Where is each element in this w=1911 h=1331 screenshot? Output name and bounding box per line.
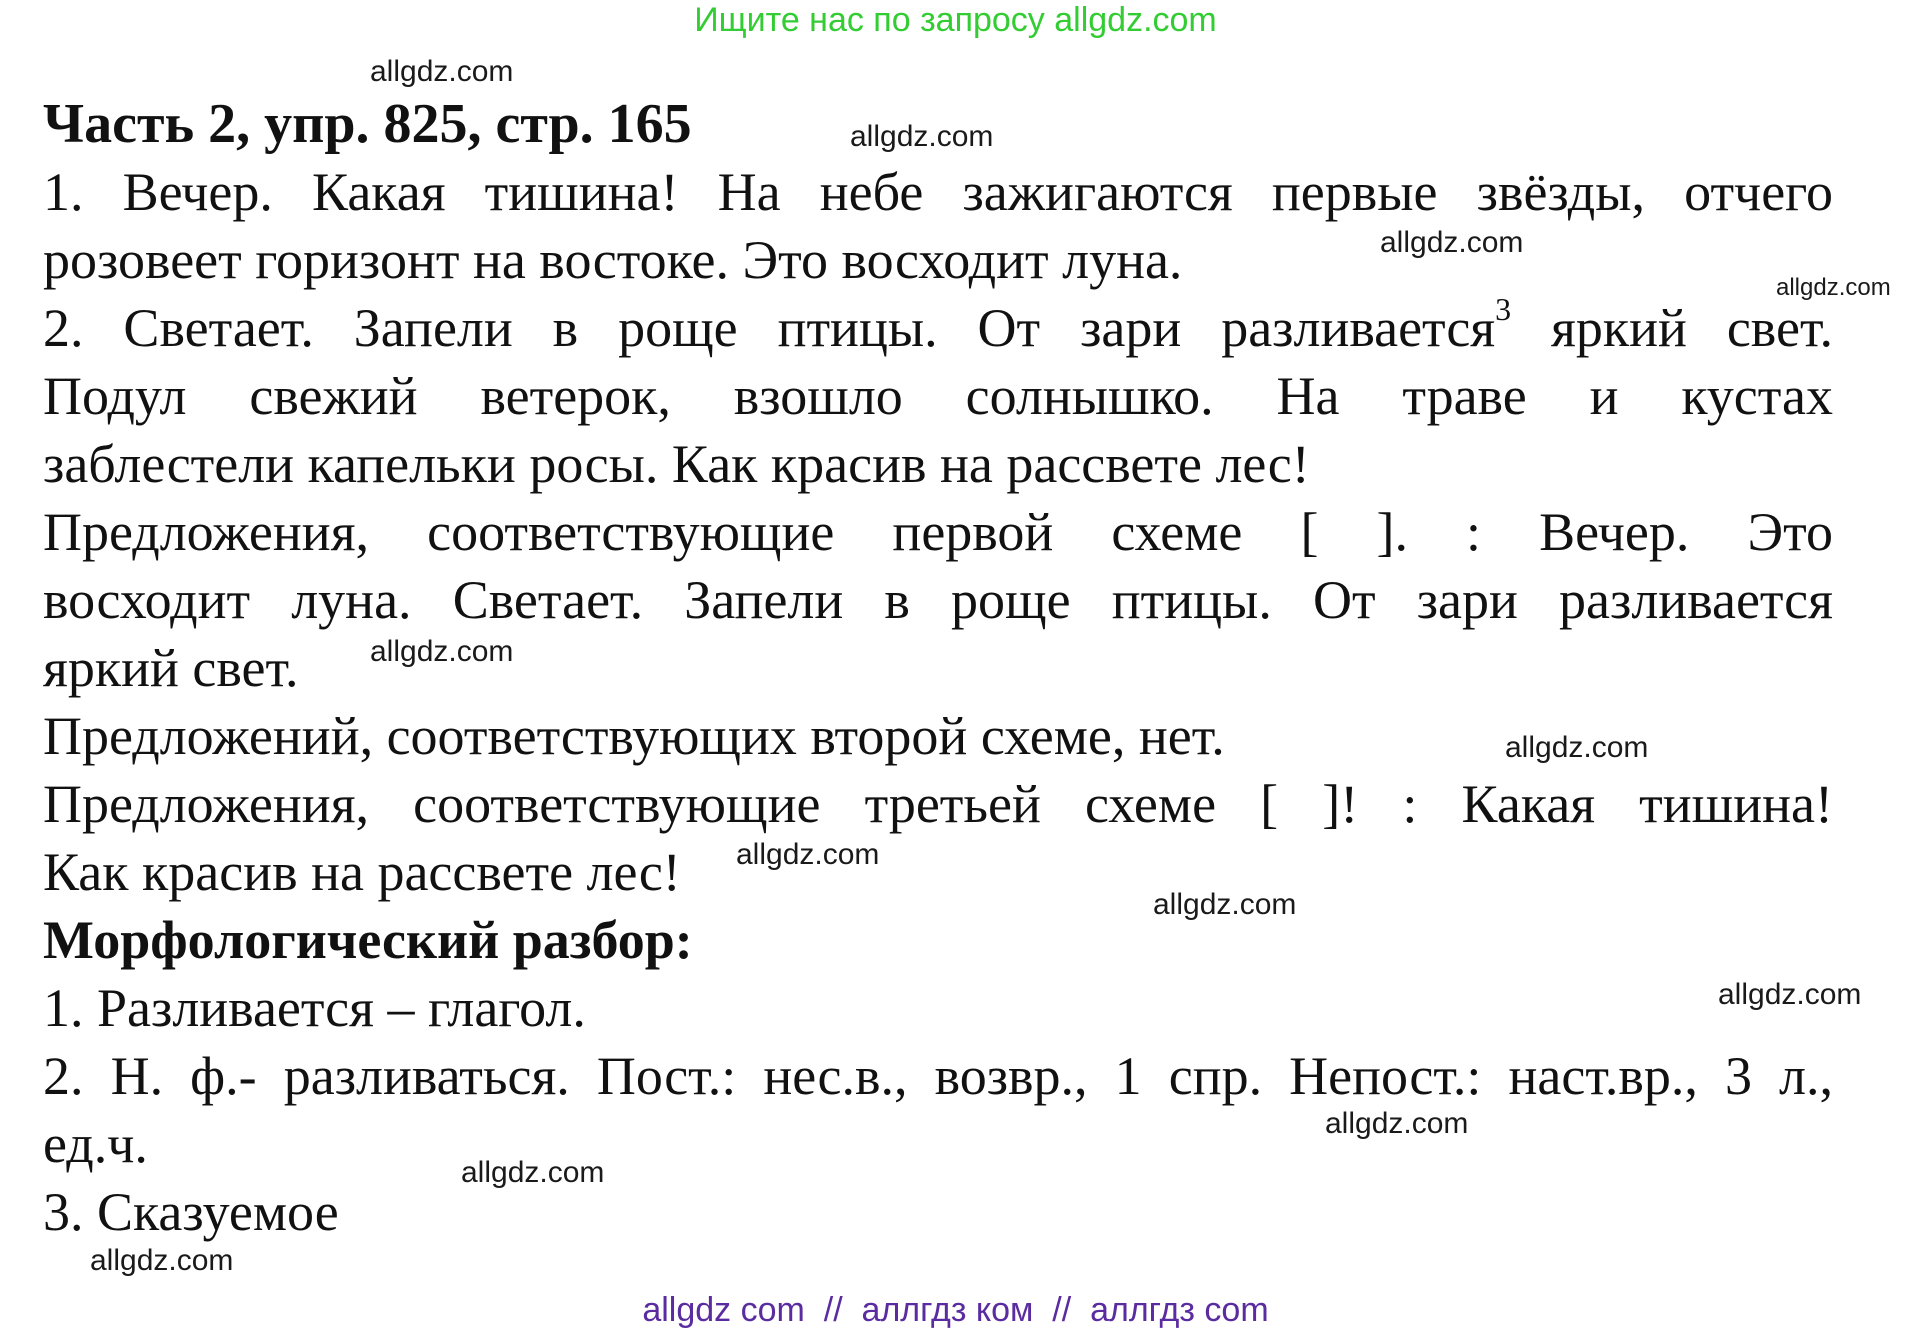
text2-line2: Подул свежий ветерок, взошло солнышко. На траве и кустах [43,366,1833,426]
scheme3-line2: Как красив на рассвете лес! [43,842,681,902]
watermark: allgdz.com [370,55,514,88]
top-banner[interactable]: Ищите нас по запросу allgdz.com [694,1,1217,39]
text2-line3: заблестели капельки росы. Как красив на рассвете лес! [43,434,1310,494]
text1-line1: 1. Вечер. Какая тишина! На небе зажигаются первые звёзды, отчего [43,162,1833,222]
text2-line1-a: 2. Светает. Запели в роще птицы. От зари разливается [43,298,1496,358]
exercise-title: Часть 2, упр. 825, стр. 165 [43,93,692,155]
morph-item-2-line1: 2. Н. ф.- разливаться. Пост.: нес.в., возвр., 1 спр. Непост.: наст.вр., 3 л., [43,1046,1833,1106]
document-body [43,90,1833,1246]
text2-line1 [43,294,1833,362]
scheme3-line1: Предложения, соответствующие третьей схеме [ ]! : Какая тишина! [43,774,1833,834]
scheme1-line1: Предложения, соответствующие первой схеме [ ]. : Вечер. Это [43,502,1833,562]
watermark: allgdz.com [736,838,880,871]
watermark: allgdz.com [1776,274,1891,301]
watermark: allgdz.com [1380,226,1524,259]
morph-item-2-line2: ед.ч. [43,1114,148,1174]
morph-item-3: 3. Сказуемое [43,1182,339,1242]
text2-line1-b: яркий свет. [1511,298,1833,358]
scheme1-line2: восходит луна. Светает. Запели в роще птицы. От зари разливается [43,570,1833,630]
morph-heading: Морфологический разбор: [43,910,693,970]
watermark: allgdz.com [90,1244,234,1277]
watermark: allgdz.com [1718,978,1862,1011]
scheme1-line3: яркий свет. [43,638,299,698]
superscript-mark: 3 [1495,294,1512,327]
scheme2-text: Предложений, соответствующих второй схеме, нет. [43,706,1225,766]
watermark: allgdz.com [461,1156,605,1189]
bottom-banner[interactable]: allgdz com // аллгдз ком // аллгдз com [642,1291,1269,1329]
watermark: allgdz.com [1153,888,1297,921]
watermark: allgdz.com [370,635,514,668]
text1-line2: розовеет горизонт на востоке. Это восходит луна. [43,230,1183,290]
watermark: allgdz.com [1325,1107,1469,1140]
watermark: allgdz.com [1505,731,1649,764]
watermark: allgdz.com [850,120,994,153]
morph-item-1: 1. Разливается – глагол. [43,978,586,1038]
